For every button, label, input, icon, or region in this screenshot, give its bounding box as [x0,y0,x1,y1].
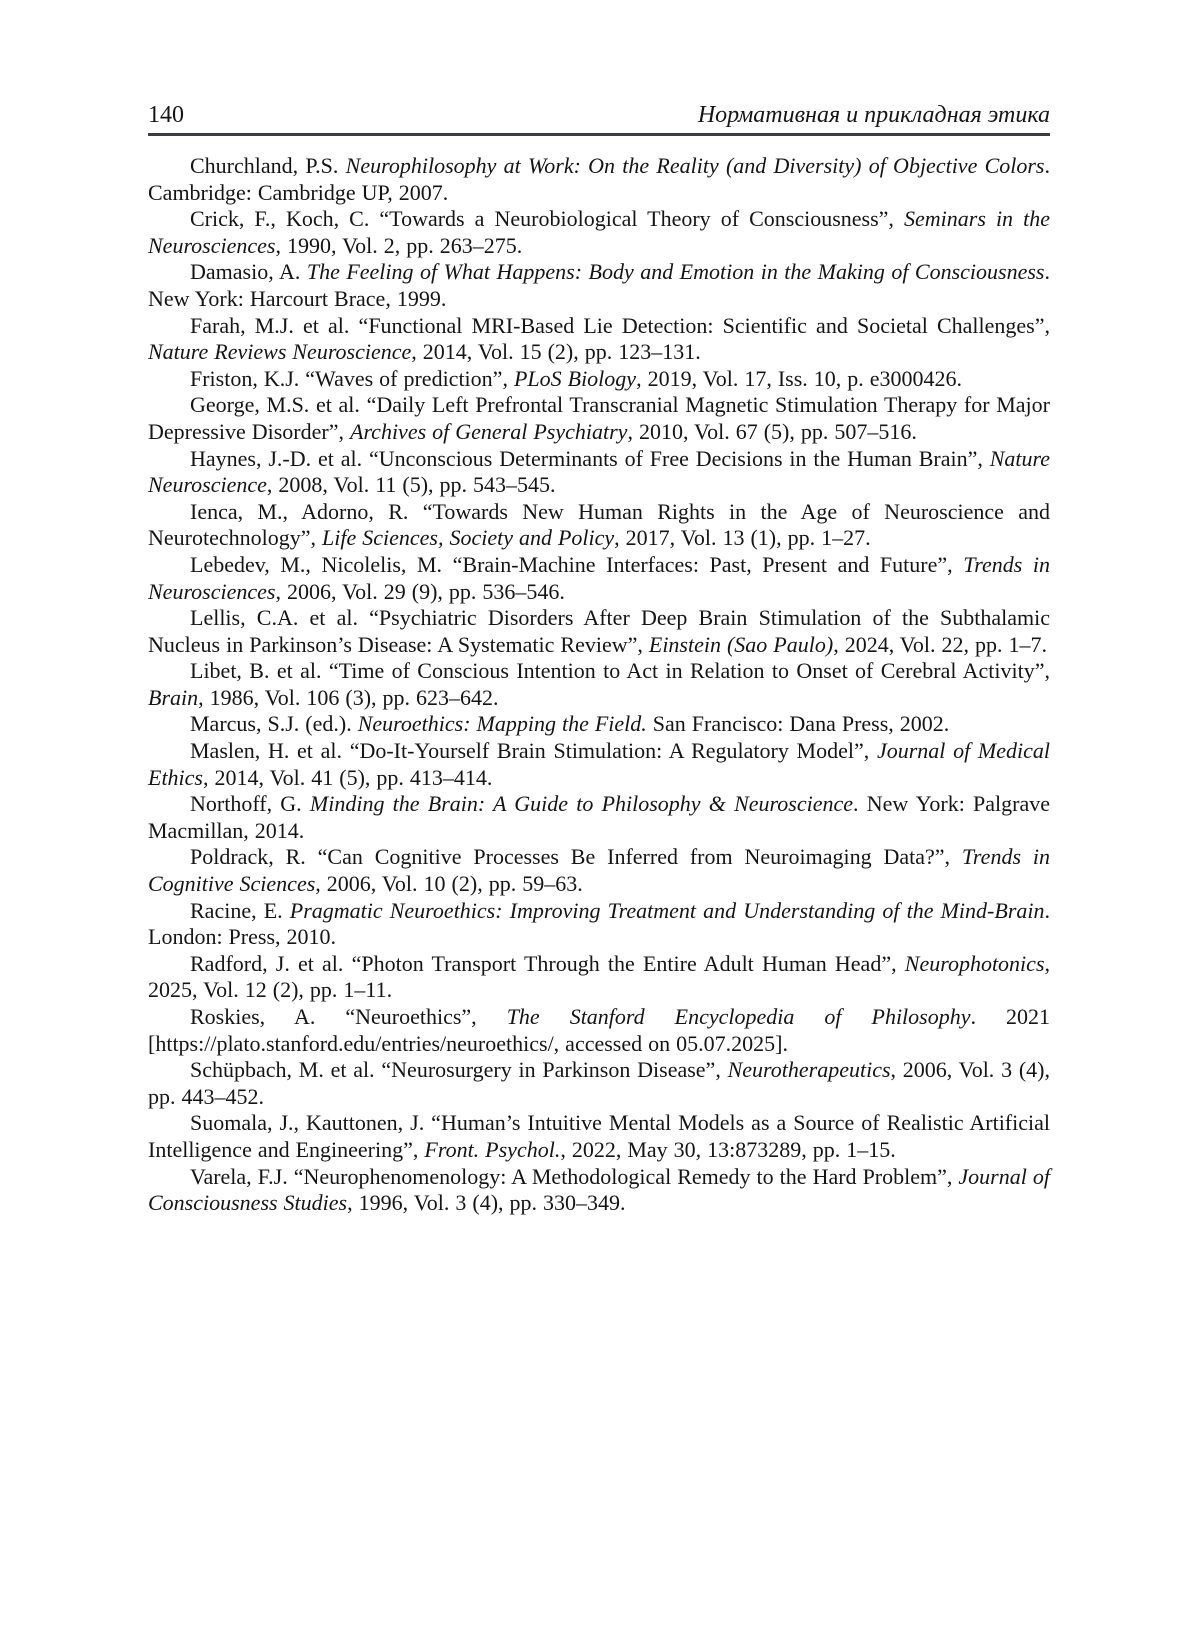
reference-entry [148,552,1050,605]
page-header [148,0,1050,130]
running-title: Нормативная и прикладная этика [697,102,1050,128]
reference-text: Northoff, G. [190,791,310,817]
reference-text: , 2006, Vol. 10 (2), pp. 59–63. [315,871,583,897]
reference-text: Marcus, S.J. (ed.). [190,711,358,737]
reference-title-italic: Minding the Brain: A Guide to Philosophy & Neuroscience [309,791,854,817]
reference-title-italic: Trends in Cognitive Sciences [148,844,1050,897]
reference-title-italic: Pragmatic Neuroethics: Improving Treatment and Understanding of the Mind-Brain [289,897,1045,923]
reference-text: Racine, E. [190,897,290,923]
reference-text: Varela, F.J. “Neurophenomenology: A Methodological Remedy to the Hard Problem”, [190,1163,959,1189]
reference-entry [148,605,1050,658]
reference-title-italic: PLoS Biology [513,365,637,391]
reference-text: Libet, B. et al. “Time of Conscious Intention to Act in Relation to Onset of Cerebral Activity”, [190,658,1050,684]
reference-text: Maslen, H. et al. “Do-It-Yourself Brain Stimulation: A Regulatory Model”, [190,738,877,764]
reference-entry [148,658,1050,711]
reference-entry [148,844,1050,897]
reference-text: . Cambridge: Cambridge UP, 2007. [148,153,1050,205]
reference-entry [148,898,1050,951]
reference-text: Lebedev, M., Nicolelis, M. “Brain-Machine Interfaces: Past, Present and Future”, [190,551,964,577]
reference-entry [148,1110,1050,1163]
reference-title-italic: Front. Psychol. [424,1136,561,1162]
reference-entry [148,738,1050,791]
reference-entry [148,366,1050,393]
reference-title-italic: Neuroethics: Mapping the Field. [357,711,647,737]
page-number: 140 [148,102,184,128]
reference-text: , 2024, Vol. 22, pp. 1–7. [833,631,1047,657]
reference-text: , 2014, Vol. 15 (2), pp. 123–131. [411,339,701,365]
reference-title-italic: Archives of General Psychiatry [350,418,628,444]
reference-entry [148,1004,1050,1057]
reference-text: , 2019, Vol. 17, Iss. 10, p. e3000426. [636,365,963,391]
reference-text: . 2021 [https://plato.stanford.edu/entries/neuroethics/, accessed on 05.07.2025]. [148,1004,1051,1056]
reference-text: . New York: Palgrave Macmillan, 2014. [148,791,1051,843]
reference-entry [148,1057,1050,1110]
reference-text: , 2017, Vol. 13 (1), pp. 1–27. [614,525,871,551]
references-list [148,153,1050,1217]
reference-text: Roskies, A. “Neuroethics”, [190,1004,507,1029]
reference-text: Damasio, A. [190,259,307,285]
reference-text: George, M.S. et al. “Daily Left Prefrontal Transcranial Magnetic Stimulation Therapy for Major Depressive Disorder”, [148,392,1050,444]
reference-text: , 1996, Vol. 3 (4), pp. 330–349. [347,1190,626,1216]
reference-text: San Francisco: Dana Press, 2002. [646,711,950,737]
reference-title-italic: Neurophotonics [904,950,1045,976]
reference-title-italic: Einstein (Sao Paulo) [648,631,834,657]
text-column [148,0,1050,1217]
reference-entry [148,951,1050,1004]
reference-title-italic: Journal of Medical Ethics [148,738,1050,790]
reference-title-italic: Trends in Neurosciences [148,551,1050,604]
reference-text: Ienca, M., Adorno, R. “Towards New Human Rights in the Age of Neuroscience and Neurotechnology”, [148,498,1050,551]
reference-title-italic: Seminars in the Neurosciences [148,206,1050,258]
reference-text: , 2014, Vol. 41 (5), pp. 413–414. [203,764,493,790]
reference-title-italic: Brain [148,684,199,710]
reference-text: Radford, J. et al. “Photon Transport Through the Entire Adult Human Head”, [190,950,905,976]
reference-title-italic: Neurotherapeutics [727,1057,891,1083]
reference-entry [148,259,1050,312]
reference-text: , 2025, Vol. 12 (2), pp. 1–11. [148,950,1050,1003]
reference-text: Lellis, C.A. et al. “Psychiatric Disorders After Deep Brain Stimulation of the Subthalamic Nucleus in Parkinson’s Disease: A Systematic Review”, [148,605,1050,657]
reference-text: , 2006, Vol. 3 (4), pp. 443–452. [148,1057,1050,1109]
reference-text: . New York: Harcourt Brace, 1999. [148,259,1050,311]
reference-entry [148,206,1050,259]
reference-entry [148,313,1050,366]
reference-title-italic: Journal of Consciousness Studies [148,1163,1050,1216]
reference-entry [148,446,1050,499]
reference-entry [148,711,1050,738]
reference-text: , 2022, May 30, 13:873289, pp. 1–15. [560,1136,896,1162]
reference-text: . London: Press, 2010. [148,897,1050,950]
reference-entry [148,1164,1050,1217]
reference-text: , 1986, Vol. 106 (3), pp. 623–642. [198,684,499,710]
reference-text: , 2010, Vol. 67 (5), pp. 507–516. [627,418,917,444]
reference-text: Poldrack, R. “Can Cognitive Processes Be Inferred from Neuroimaging Data?”, [190,844,962,870]
reference-entry [148,392,1050,445]
reference-text: Suomala, J., Kauttonen, J. “Human’s Intuitive Mental Models as a Source of Realistic Artificial Intelligence and Engineering”, [148,1110,1050,1162]
reference-title-italic: Life Sciences, Society and Policy [322,525,615,551]
reference-text: , 2008, Vol. 11 (5), pp. 543–545. [266,472,556,498]
reference-text: Haynes, J.-D. et al. “Unconscious Determinants of Free Decisions in the Human Brain”, [190,445,990,471]
reference-entry [148,499,1050,552]
reference-title-italic: Nature Neuroscience [148,445,1050,498]
header-rule [148,133,1050,136]
reference-text: , 1990, Vol. 2, pp. 263–275. [275,232,523,258]
reference-text: Schüpbach, M. et al. “Neurosurgery in Parkinson Disease”, [190,1057,728,1083]
reference-text: Churchland, P.S. [190,153,346,178]
reference-title-italic: Nature Reviews Neuroscience [148,339,412,365]
reference-text: , 2006, Vol. 29 (9), pp. 536–546. [275,578,565,604]
reference-entry [148,153,1050,206]
reference-text: Farah, M.J. et al. “Functional MRI-Based Lie Detection: Scientific and Societal Challenges”, [190,312,1050,338]
reference-title-italic: The Stanford Encyclopedia of Philosophy [506,1004,971,1029]
reference-title-italic: The Feeling of What Happens: Body and Emotion in the Making of Consciousness [306,259,1045,285]
reference-text: Crick, F., Koch, C. “Towards a Neurobiological Theory of Consciousness”, [190,206,904,232]
reference-title-italic: Neurophilosophy at Work: On the Reality (and Diversity) of Objective Colors [345,153,1045,178]
reference-text: Friston, K.J. “Waves of prediction”, [190,365,514,391]
reference-entry [148,791,1050,844]
